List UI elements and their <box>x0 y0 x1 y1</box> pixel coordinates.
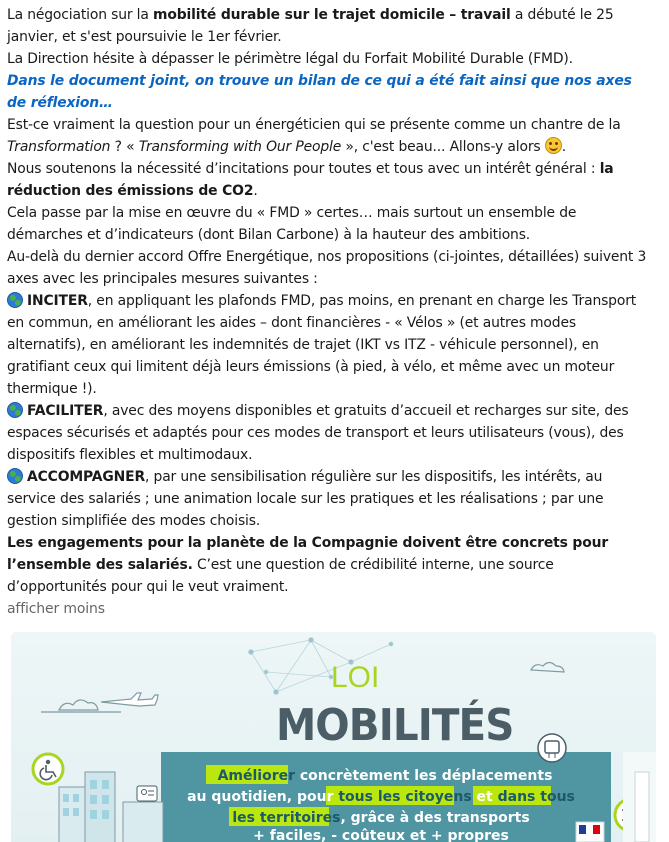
flag-icon <box>576 822 604 842</box>
paragraph-axes: Au-delà du dernier accord Offre Energétique, nos propositions (ci-jointes, détaillées) suivent 3 axes avec les principales mesures suivantes : <box>7 249 647 287</box>
italic-text: Transformation <box>7 139 111 155</box>
text: Est-ce vraiment la question pour un énergéticien qui se présente comme un chantre de la <box>7 117 621 133</box>
show-less-link[interactable]: afficher moins <box>7 601 105 617</box>
axis-text: , avec des moyens disponibles et gratuits d’accueil et recharges sur site, des espaces sécurisés et adaptés pour ces modes de transport et leurs utilisateurs (vous), des dispositifs flexibles et multimodaux. <box>7 403 629 463</box>
italic-text: Transforming with Our People <box>138 139 342 155</box>
banner-title-main: MOBILITÉS <box>275 699 514 751</box>
text: a débuté le 25 janvier, et s'est poursuivie le 1er février. <box>7 7 614 45</box>
bold-text: la réduction des émissions de CO2 <box>7 161 614 199</box>
card-icon <box>137 786 157 801</box>
paragraph-conclusion <box>7 532 652 598</box>
axis-title: ACCOMPAGNER <box>27 469 145 485</box>
axis-text: , par une sensibilisation régulière sur les dispositifs, les intérêts, au service des salariés ; une animation locale sur les pratiques et les réalisations ; par une gestion simplifiée des modes choisis. <box>7 469 604 529</box>
bold-text: Les engagements pour la planète de la Compagnie doivent être concrets pour l’ensemble des salariés. <box>7 535 609 573</box>
text: ? « <box>110 139 139 155</box>
text: C’est une question de crédibilité interne, une source d’opportunités pour qui le veut vraiment. <box>7 557 554 595</box>
paragraph-document-note: Dans le document joint, on trouve un bilan de ce qui a été fait ainsi que nos axes de réflexion… <box>7 73 632 111</box>
banner-line-1: Améliorer concrètement les déplacements <box>217 768 553 784</box>
text: Nous soutenons la nécessité d’incitations pour toutes et tous avec un intérêt général : <box>7 161 600 177</box>
text: », c'est beau... Allons-y alors <box>341 139 545 155</box>
axis-title: INCITER <box>27 293 88 309</box>
paragraph-intro <box>7 4 652 48</box>
loi-mobilites-illustration <box>11 632 656 842</box>
paragraph-question: Est-ce vraiment la question pour un énergéticien qui se présente comme un chantre de la Transformation ? « Transforming with Our People », c'est beau... Allons-y alors . <box>7 117 621 155</box>
axis-accompagner <box>7 466 652 532</box>
charging-icon <box>538 734 566 762</box>
banner-title-top: LOI <box>331 661 380 694</box>
smile-emoji-icon <box>545 137 562 154</box>
axis-title: FACILITER <box>27 403 104 419</box>
globe-icon <box>7 402 23 418</box>
post-text <box>7 4 652 620</box>
accessibility-icon <box>33 754 63 784</box>
text: La négociation sur la <box>7 7 154 23</box>
globe-icon <box>7 292 23 308</box>
bold-text: mobilité durable sur le trajet domicile – travail <box>153 7 511 23</box>
paragraph-direction: La Direction hésite à dépasser le périmètre légal du Forfait Mobilité Durable (FMD). <box>7 51 573 67</box>
axis-text: , en appliquant les plafonds FMD, pas moins, en prenant en charge les Transport en commun, en améliorant les aides – dont financières - « Vélos » (et autres modes alternatifs), en améliorant les indemnités de trajet (IKT vs ITZ - véhicule personnel), en gratifiant ceux qui limitent déjà leurs émissions (à pied, à vélo, et même avec un moteur thermique !). <box>7 293 637 397</box>
banner-line-3: les territoires, grâce à des transports <box>232 810 530 826</box>
paragraph-fmd: Cela passe par la mise en œuvre du « FMD » certes… mais surtout un ensemble de démarches et d’indicateurs (dont Bilan Carbone) à la hauteur des ambitions. <box>7 205 577 243</box>
banner-line-4: + faciles, - coûteux et + propres <box>253 828 509 842</box>
globe-icon <box>7 468 23 484</box>
text: . <box>253 183 258 199</box>
axis-inciter <box>7 290 652 400</box>
axis-faciliter <box>7 400 652 466</box>
banner-line-2: au quotidien, pour tous les citoyens et dans tous <box>187 789 575 805</box>
loi-mobilites-image[interactable] <box>11 632 656 842</box>
paragraph-incentives <box>7 158 652 202</box>
